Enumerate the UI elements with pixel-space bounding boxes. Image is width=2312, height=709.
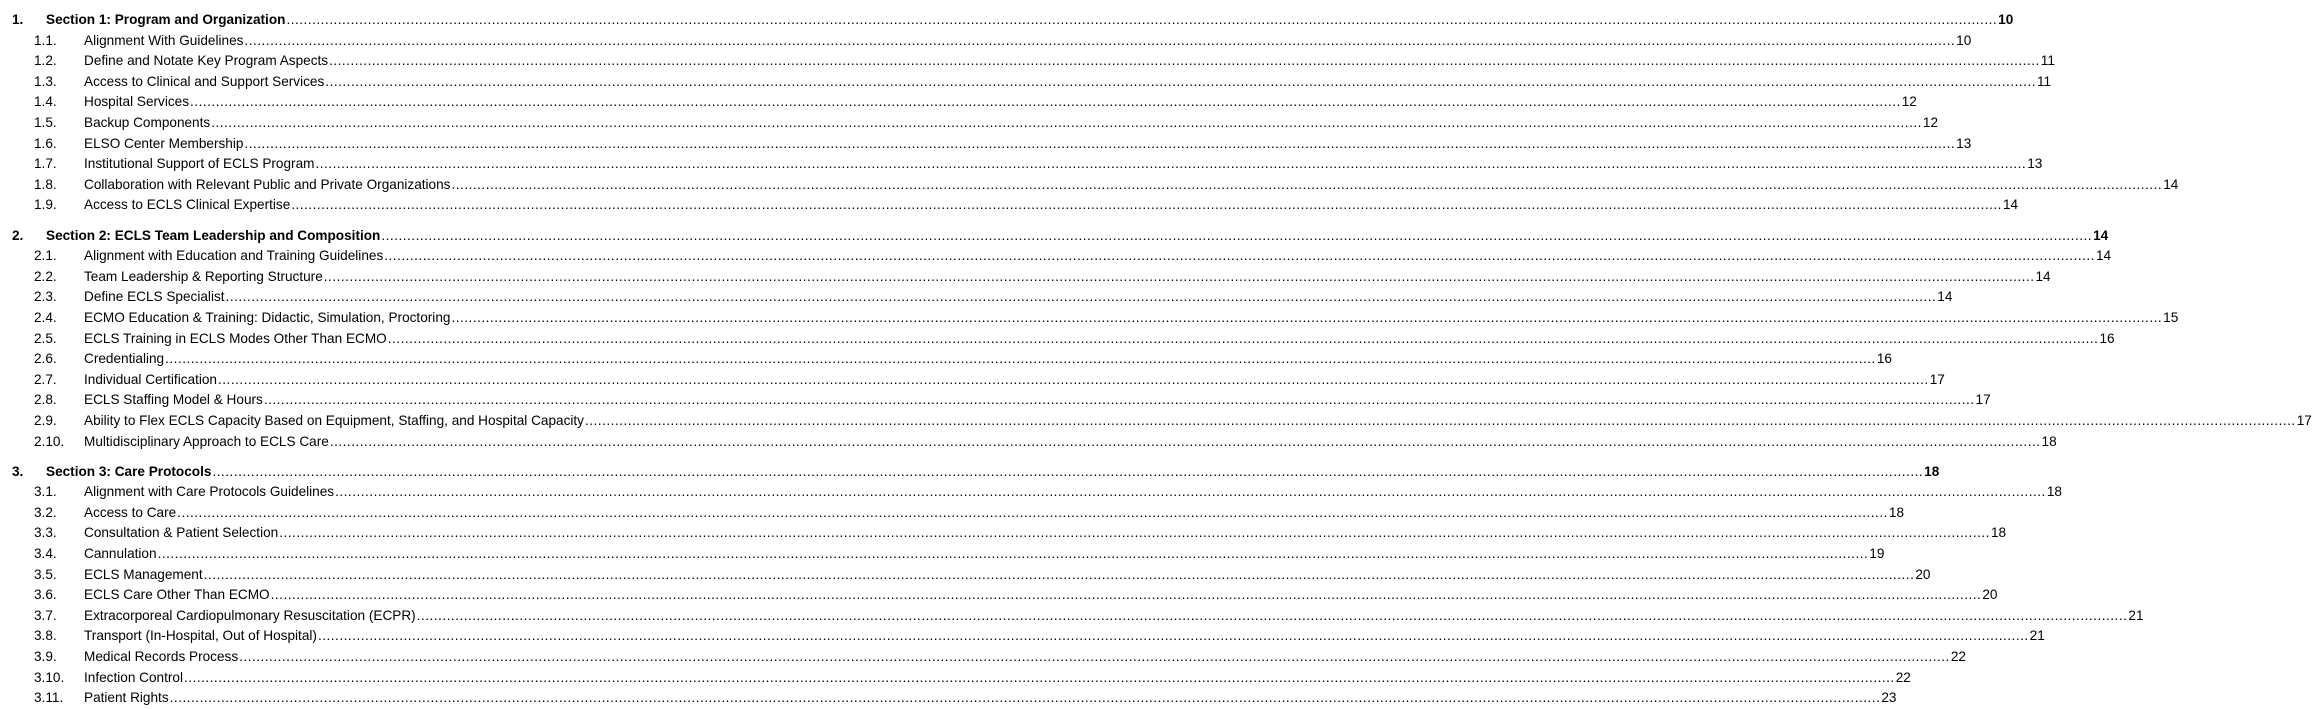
toc-entry-number: 3.8. bbox=[34, 628, 57, 644]
dot-leader: ................................................................................................................................................................................................................................................................................................................................................................................................................ bbox=[217, 371, 1929, 387]
toc-entry-title: ECLS Staffing Model & Hours bbox=[84, 392, 263, 408]
toc-subsection-entry[interactable] bbox=[0, 114, 1939, 132]
toc-entry-line bbox=[84, 689, 1897, 707]
toc-entry-line bbox=[84, 371, 1945, 389]
toc-entry-page-number: 14 bbox=[2002, 197, 2019, 213]
toc-entry-number: 3.7. bbox=[34, 607, 57, 623]
toc-subsection-entry[interactable] bbox=[0, 155, 2043, 173]
toc-entry-page-number: 17 bbox=[1929, 371, 1945, 387]
toc-entry-page-number: 11 bbox=[2040, 53, 2055, 69]
toc-entry-number: 1.3. bbox=[34, 73, 57, 89]
toc-entry-number: 3.6. bbox=[34, 587, 57, 603]
toc-entry-title: Alignment With Guidelines bbox=[84, 32, 244, 48]
toc-entry-number: 2.8. bbox=[34, 392, 57, 408]
toc-subsection-entry[interactable] bbox=[0, 196, 2019, 214]
toc-entry-number: 2.9. bbox=[34, 412, 57, 428]
toc-entry-line bbox=[46, 11, 2014, 29]
toc-subsection-entry[interactable] bbox=[0, 433, 2057, 451]
toc-subsection-entry[interactable] bbox=[0, 135, 1972, 153]
toc-entry-number: 3.2. bbox=[34, 504, 57, 520]
toc-subsection-entry[interactable] bbox=[0, 247, 2112, 265]
dot-leader: ................................................................................................................................................................................................................................................................................................................................................................................................................ bbox=[384, 248, 2095, 264]
toc-entry-line bbox=[84, 669, 1911, 687]
toc-entry-title: ECLS Care Other Than ECMO bbox=[84, 587, 270, 603]
toc-entry-page-number: 21 bbox=[2029, 628, 2045, 644]
toc-entry-title: Define ECLS Specialist bbox=[84, 289, 225, 305]
toc-subsection-entry[interactable] bbox=[0, 52, 2055, 70]
toc-entry-number: 1.9. bbox=[34, 197, 57, 213]
toc-subsection-entry[interactable] bbox=[0, 545, 1885, 563]
toc-subsection-entry[interactable] bbox=[0, 669, 1911, 687]
toc-entry-page-number: 20 bbox=[1982, 587, 1998, 603]
toc-entry-number: 1.5. bbox=[34, 115, 57, 130]
toc-entry-line bbox=[84, 32, 1972, 50]
toc-entry-number: 3.11. bbox=[34, 690, 64, 706]
toc-entry-line bbox=[84, 114, 1939, 132]
toc-entry-line bbox=[84, 627, 2045, 645]
toc-entry-number: 3.9. bbox=[34, 649, 57, 664]
toc-entry-line bbox=[84, 433, 2057, 451]
toc-subsection-entry[interactable] bbox=[0, 504, 1905, 522]
toc-subsection-entry[interactable] bbox=[0, 648, 1966, 666]
toc-entry-page-number: 18 bbox=[1888, 504, 1905, 520]
dot-leader: ................................................................................................................................................................................................................................................................................................................................................................................................................ bbox=[315, 156, 2027, 172]
dot-leader: ................................................................................................................................................................................................................................................................................................................................................................................................................ bbox=[584, 412, 2296, 428]
toc-entry-title: Extracorporeal Cardiopulmonary Resuscitation (ECPR) bbox=[84, 607, 416, 623]
toc-entry-title: Access to Clinical and Support Services bbox=[84, 73, 325, 89]
toc-entry-page-number: 18 bbox=[1990, 525, 2007, 541]
toc-entry-number: 3.3. bbox=[34, 525, 57, 541]
toc-subsection-entry[interactable] bbox=[0, 391, 1991, 409]
toc-entry-number: 3.1. bbox=[34, 484, 57, 500]
toc-subsection-entry[interactable] bbox=[0, 412, 2312, 430]
toc-entry-page-number: 14 bbox=[2163, 176, 2179, 192]
toc-entry-title: ELSO Center Membership bbox=[84, 135, 244, 151]
toc-subsection-entry[interactable] bbox=[0, 607, 2144, 625]
toc-entry-line bbox=[84, 268, 2051, 286]
toc-subsection-entry[interactable] bbox=[0, 524, 2007, 542]
toc-entry-page-number: 17 bbox=[2296, 412, 2312, 428]
toc-entry-number: 2.6. bbox=[34, 351, 57, 367]
dot-leader: ................................................................................................................................................................................................................................................................................................................................................................................................................ bbox=[416, 607, 2128, 623]
toc-entry-page-number: 22 bbox=[1950, 649, 1966, 664]
dot-leader: ................................................................................................................................................................................................................................................................................................................................................................................................................ bbox=[323, 268, 2035, 284]
dot-leader: ................................................................................................................................................................................................................................................................................................................................................................................................................ bbox=[177, 504, 1888, 520]
dot-leader: ................................................................................................................................................................................................................................................................................................................................................................................................................ bbox=[381, 227, 2093, 243]
toc-subsection-entry[interactable] bbox=[0, 288, 1953, 306]
toc-entry-line bbox=[84, 607, 2144, 625]
toc-entry-title: Hospital Services bbox=[84, 94, 190, 110]
toc-entry-title: ECLS Training in ECLS Modes Other Than ECMO bbox=[84, 330, 387, 346]
toc-entry-line bbox=[84, 288, 1953, 306]
toc-entry-page-number: 13 bbox=[1956, 135, 1972, 151]
toc-entry-number: 2.3. bbox=[34, 289, 57, 305]
toc-entry-number: 1. bbox=[12, 12, 24, 27]
toc-entry-line bbox=[84, 135, 1972, 153]
toc-entry-title: Team Leadership & Reporting Structure bbox=[84, 268, 323, 284]
dot-leader: ................................................................................................................................................................................................................................................................................................................................................................................................................ bbox=[203, 566, 1915, 582]
toc-entry-page-number: 10 bbox=[1956, 32, 1972, 48]
dot-leader: ................................................................................................................................................................................................................................................................................................................................................................................................................ bbox=[387, 330, 2099, 346]
toc-entry-page-number: 18 bbox=[2046, 484, 2062, 500]
toc-subsection-entry[interactable] bbox=[0, 93, 1917, 111]
toc-entry-number: 3.4. bbox=[34, 546, 57, 561]
toc-entry-title: Section 2: ECLS Team Leadership and Composition bbox=[46, 227, 381, 243]
toc-entry-number: 1.2. bbox=[34, 53, 57, 69]
toc-subsection-entry[interactable] bbox=[0, 627, 2045, 645]
toc-entry-title: Transport (In-Hospital, Out of Hospital) bbox=[84, 628, 317, 644]
toc-entry-number: 2.5. bbox=[34, 330, 57, 346]
toc-entry-number: 3. bbox=[12, 463, 24, 479]
toc-entry-line bbox=[84, 93, 1917, 111]
dot-leader: ................................................................................................................................................................................................................................................................................................................................................................................................................ bbox=[157, 546, 1869, 561]
toc-entry-line bbox=[84, 247, 2112, 265]
toc-entry-page-number: 14 bbox=[2035, 268, 2051, 284]
dot-leader: ................................................................................................................................................................................................................................................................................................................................................................................................................ bbox=[184, 669, 1895, 685]
toc-entry-page-number: 23 bbox=[1881, 690, 1897, 706]
toc-subsection-entry[interactable] bbox=[0, 350, 1892, 368]
toc-subsection-entry[interactable] bbox=[0, 566, 1931, 584]
toc-entry-line bbox=[84, 504, 1905, 522]
toc-entry-line bbox=[84, 155, 2043, 173]
toc-entry-number: 2.1. bbox=[34, 248, 57, 264]
toc-entry-title: Backup Components bbox=[84, 115, 211, 130]
toc-entry-page-number: 19 bbox=[1869, 546, 1885, 561]
toc-entry-title: Alignment with Care Protocols Guidelines bbox=[84, 484, 335, 500]
toc-entry-line bbox=[84, 412, 2312, 430]
toc-subsection-entry[interactable] bbox=[0, 371, 1945, 389]
toc-entry-page-number: 17 bbox=[1975, 392, 1991, 408]
dot-leader: ................................................................................................................................................................................................................................................................................................................................................................................................................ bbox=[165, 351, 1876, 367]
toc-entry-line bbox=[84, 350, 1892, 368]
toc-entry-page-number: 18 bbox=[1924, 463, 1940, 479]
toc-entry-number: 1.1. bbox=[34, 32, 57, 48]
dot-leader: ................................................................................................................................................................................................................................................................................................................................................................................................................ bbox=[291, 197, 2002, 213]
toc-entry-title: Collaboration with Relevant Public and Private Organizations bbox=[84, 176, 451, 192]
toc-entry-number: 2.10. bbox=[34, 433, 65, 449]
toc-entry-line bbox=[84, 309, 2179, 327]
toc-entry-page-number: 14 bbox=[1937, 289, 1953, 305]
dot-leader: ................................................................................................................................................................................................................................................................................................................................................................................................................ bbox=[169, 690, 1881, 706]
toc-subsection-entry[interactable] bbox=[0, 32, 1972, 50]
toc-entry-page-number: 13 bbox=[2027, 156, 2043, 172]
toc-entry-title: Medical Records Process bbox=[84, 649, 239, 664]
toc-subsection-entry[interactable] bbox=[0, 483, 2062, 501]
toc-entry-number: 2. bbox=[12, 227, 24, 243]
toc-section-entry[interactable] bbox=[0, 227, 2109, 245]
dot-leader: ................................................................................................................................................................................................................................................................................................................................................................................................................ bbox=[270, 587, 1982, 603]
toc-entry-title: Ability to Flex ECLS Capacity Based on Equipment, Staffing, and Hospital Capacity bbox=[84, 412, 584, 428]
dot-leader: ................................................................................................................................................................................................................................................................................................................................................................................................................ bbox=[212, 463, 1924, 479]
toc-entry-line bbox=[84, 73, 2052, 91]
toc-entry-page-number: 22 bbox=[1895, 669, 1911, 685]
toc-entry-line bbox=[46, 227, 2109, 245]
dot-leader: ................................................................................................................................................................................................................................................................................................................................................................................................................ bbox=[244, 135, 1956, 151]
toc-entry-page-number: 21 bbox=[2128, 607, 2144, 623]
dot-leader: ................................................................................................................................................................................................................................................................................................................................................................................................................ bbox=[325, 73, 2036, 89]
toc-entry-line bbox=[84, 52, 2055, 70]
toc-entry-page-number: 20 bbox=[1915, 566, 1931, 582]
dot-leader: ................................................................................................................................................................................................................................................................................................................................................................................................................ bbox=[211, 115, 1922, 130]
toc-entry-title: Credentialing bbox=[84, 351, 165, 367]
toc-entry-title: ECMO Education & Training: Didactic, Simulation, Proctoring bbox=[84, 309, 451, 325]
toc-subsection-entry[interactable] bbox=[0, 73, 2052, 91]
toc-entry-title: Section 3: Care Protocols bbox=[46, 463, 212, 479]
toc-entry-number: 2.4. bbox=[34, 309, 57, 325]
toc-entry-number: 2.7. bbox=[34, 371, 57, 387]
toc-subsection-entry[interactable] bbox=[0, 689, 1897, 707]
toc-entry-line bbox=[84, 176, 2179, 194]
toc-entry-number: 1.4. bbox=[34, 94, 57, 110]
toc-entry-line bbox=[84, 586, 1998, 604]
toc-entry-title: Institutional Support of ECLS Program bbox=[84, 156, 315, 172]
toc-subsection-entry[interactable] bbox=[0, 586, 1998, 604]
toc-entry-number: 3.5. bbox=[34, 566, 57, 582]
toc-subsection-entry[interactable] bbox=[0, 268, 2051, 286]
toc-entry-page-number: 10 bbox=[1998, 12, 2014, 27]
toc-entry-number: 3.10. bbox=[34, 669, 65, 685]
toc-entry-line bbox=[84, 483, 2062, 501]
dot-leader: ................................................................................................................................................................................................................................................................................................................................................................................................................ bbox=[225, 289, 1937, 305]
toc-entry-title: Access to Care bbox=[84, 504, 177, 520]
toc-entry-title: Patient Rights bbox=[84, 690, 169, 706]
toc-subsection-entry[interactable] bbox=[0, 176, 2179, 194]
toc-entry-line bbox=[84, 330, 2115, 348]
dot-leader: ................................................................................................................................................................................................................................................................................................................................................................................................................ bbox=[451, 309, 2163, 325]
dot-leader: ................................................................................................................................................................................................................................................................................................................................................................................................................ bbox=[329, 433, 2041, 449]
toc-entry-number: 1.6. bbox=[34, 135, 57, 151]
toc-entry-page-number: 16 bbox=[2099, 330, 2115, 346]
toc-section-entry[interactable] bbox=[0, 463, 1940, 481]
dot-leader: ................................................................................................................................................................................................................................................................................................................................................................................................................ bbox=[190, 94, 1901, 110]
toc-entry-number: 2.2. bbox=[34, 268, 57, 284]
toc-entry-title: Cannulation bbox=[84, 546, 157, 561]
toc-entry-title: ECLS Management bbox=[84, 566, 203, 582]
toc-entry-page-number: 18 bbox=[2041, 433, 2057, 449]
toc-entry-line bbox=[84, 648, 1966, 666]
toc-entry-title: Define and Notate Key Program Aspects bbox=[84, 53, 329, 69]
toc-entry-page-number: 12 bbox=[1922, 115, 1939, 130]
toc-entry-title: Consultation & Patient Selection bbox=[84, 525, 279, 541]
toc-entry-title: Section 1: Program and Organization bbox=[46, 12, 286, 27]
toc-subsection-entry[interactable] bbox=[0, 309, 2179, 327]
toc-entry-line bbox=[84, 196, 2019, 214]
dot-leader: ................................................................................................................................................................................................................................................................................................................................................................................................................ bbox=[286, 12, 1998, 27]
toc-entry-line bbox=[46, 463, 1940, 481]
toc-section-entry[interactable] bbox=[0, 11, 2014, 29]
dot-leader: ................................................................................................................................................................................................................................................................................................................................................................................................................ bbox=[329, 53, 2040, 69]
toc-entry-title: Alignment with Education and Training Guidelines bbox=[84, 248, 384, 264]
dot-leader: ................................................................................................................................................................................................................................................................................................................................................................................................................ bbox=[244, 32, 1956, 48]
dot-leader: ................................................................................................................................................................................................................................................................................................................................................................................................................ bbox=[239, 649, 1950, 664]
toc-entry-title: Individual Certification bbox=[84, 371, 217, 387]
toc-entry-page-number: 16 bbox=[1876, 351, 1892, 367]
toc-entry-page-number: 14 bbox=[2095, 248, 2112, 264]
dot-leader: ................................................................................................................................................................................................................................................................................................................................................................................................................ bbox=[317, 628, 2029, 644]
toc-entry-line bbox=[84, 566, 1931, 584]
toc-subsection-entry[interactable] bbox=[0, 330, 2115, 348]
toc-entry-page-number: 12 bbox=[1901, 94, 1917, 110]
toc-entry-title: Infection Control bbox=[84, 669, 183, 685]
dot-leader: ................................................................................................................................................................................................................................................................................................................................................................................................................ bbox=[335, 484, 2046, 500]
toc-entry-page-number: 15 bbox=[2163, 309, 2179, 325]
toc-entry-number: 1.7. bbox=[34, 156, 57, 172]
dot-leader: ................................................................................................................................................................................................................................................................................................................................................................................................................ bbox=[279, 525, 1990, 541]
toc-entry-page-number: 14 bbox=[2093, 227, 2109, 243]
dot-leader: ................................................................................................................................................................................................................................................................................................................................................................................................................ bbox=[451, 176, 2163, 192]
toc-entry-page-number: 11 bbox=[2037, 73, 2052, 89]
toc-entry-number: 1.8. bbox=[34, 176, 57, 192]
toc-entry-line bbox=[84, 524, 2007, 542]
toc-entry-line bbox=[84, 545, 1885, 563]
dot-leader: ................................................................................................................................................................................................................................................................................................................................................................................................................ bbox=[263, 392, 1975, 408]
toc-entry-title: Access to ECLS Clinical Expertise bbox=[84, 197, 291, 213]
toc-entry-line bbox=[84, 391, 1991, 409]
toc-entry-title: Multidisciplinary Approach to ECLS Care bbox=[84, 433, 329, 449]
